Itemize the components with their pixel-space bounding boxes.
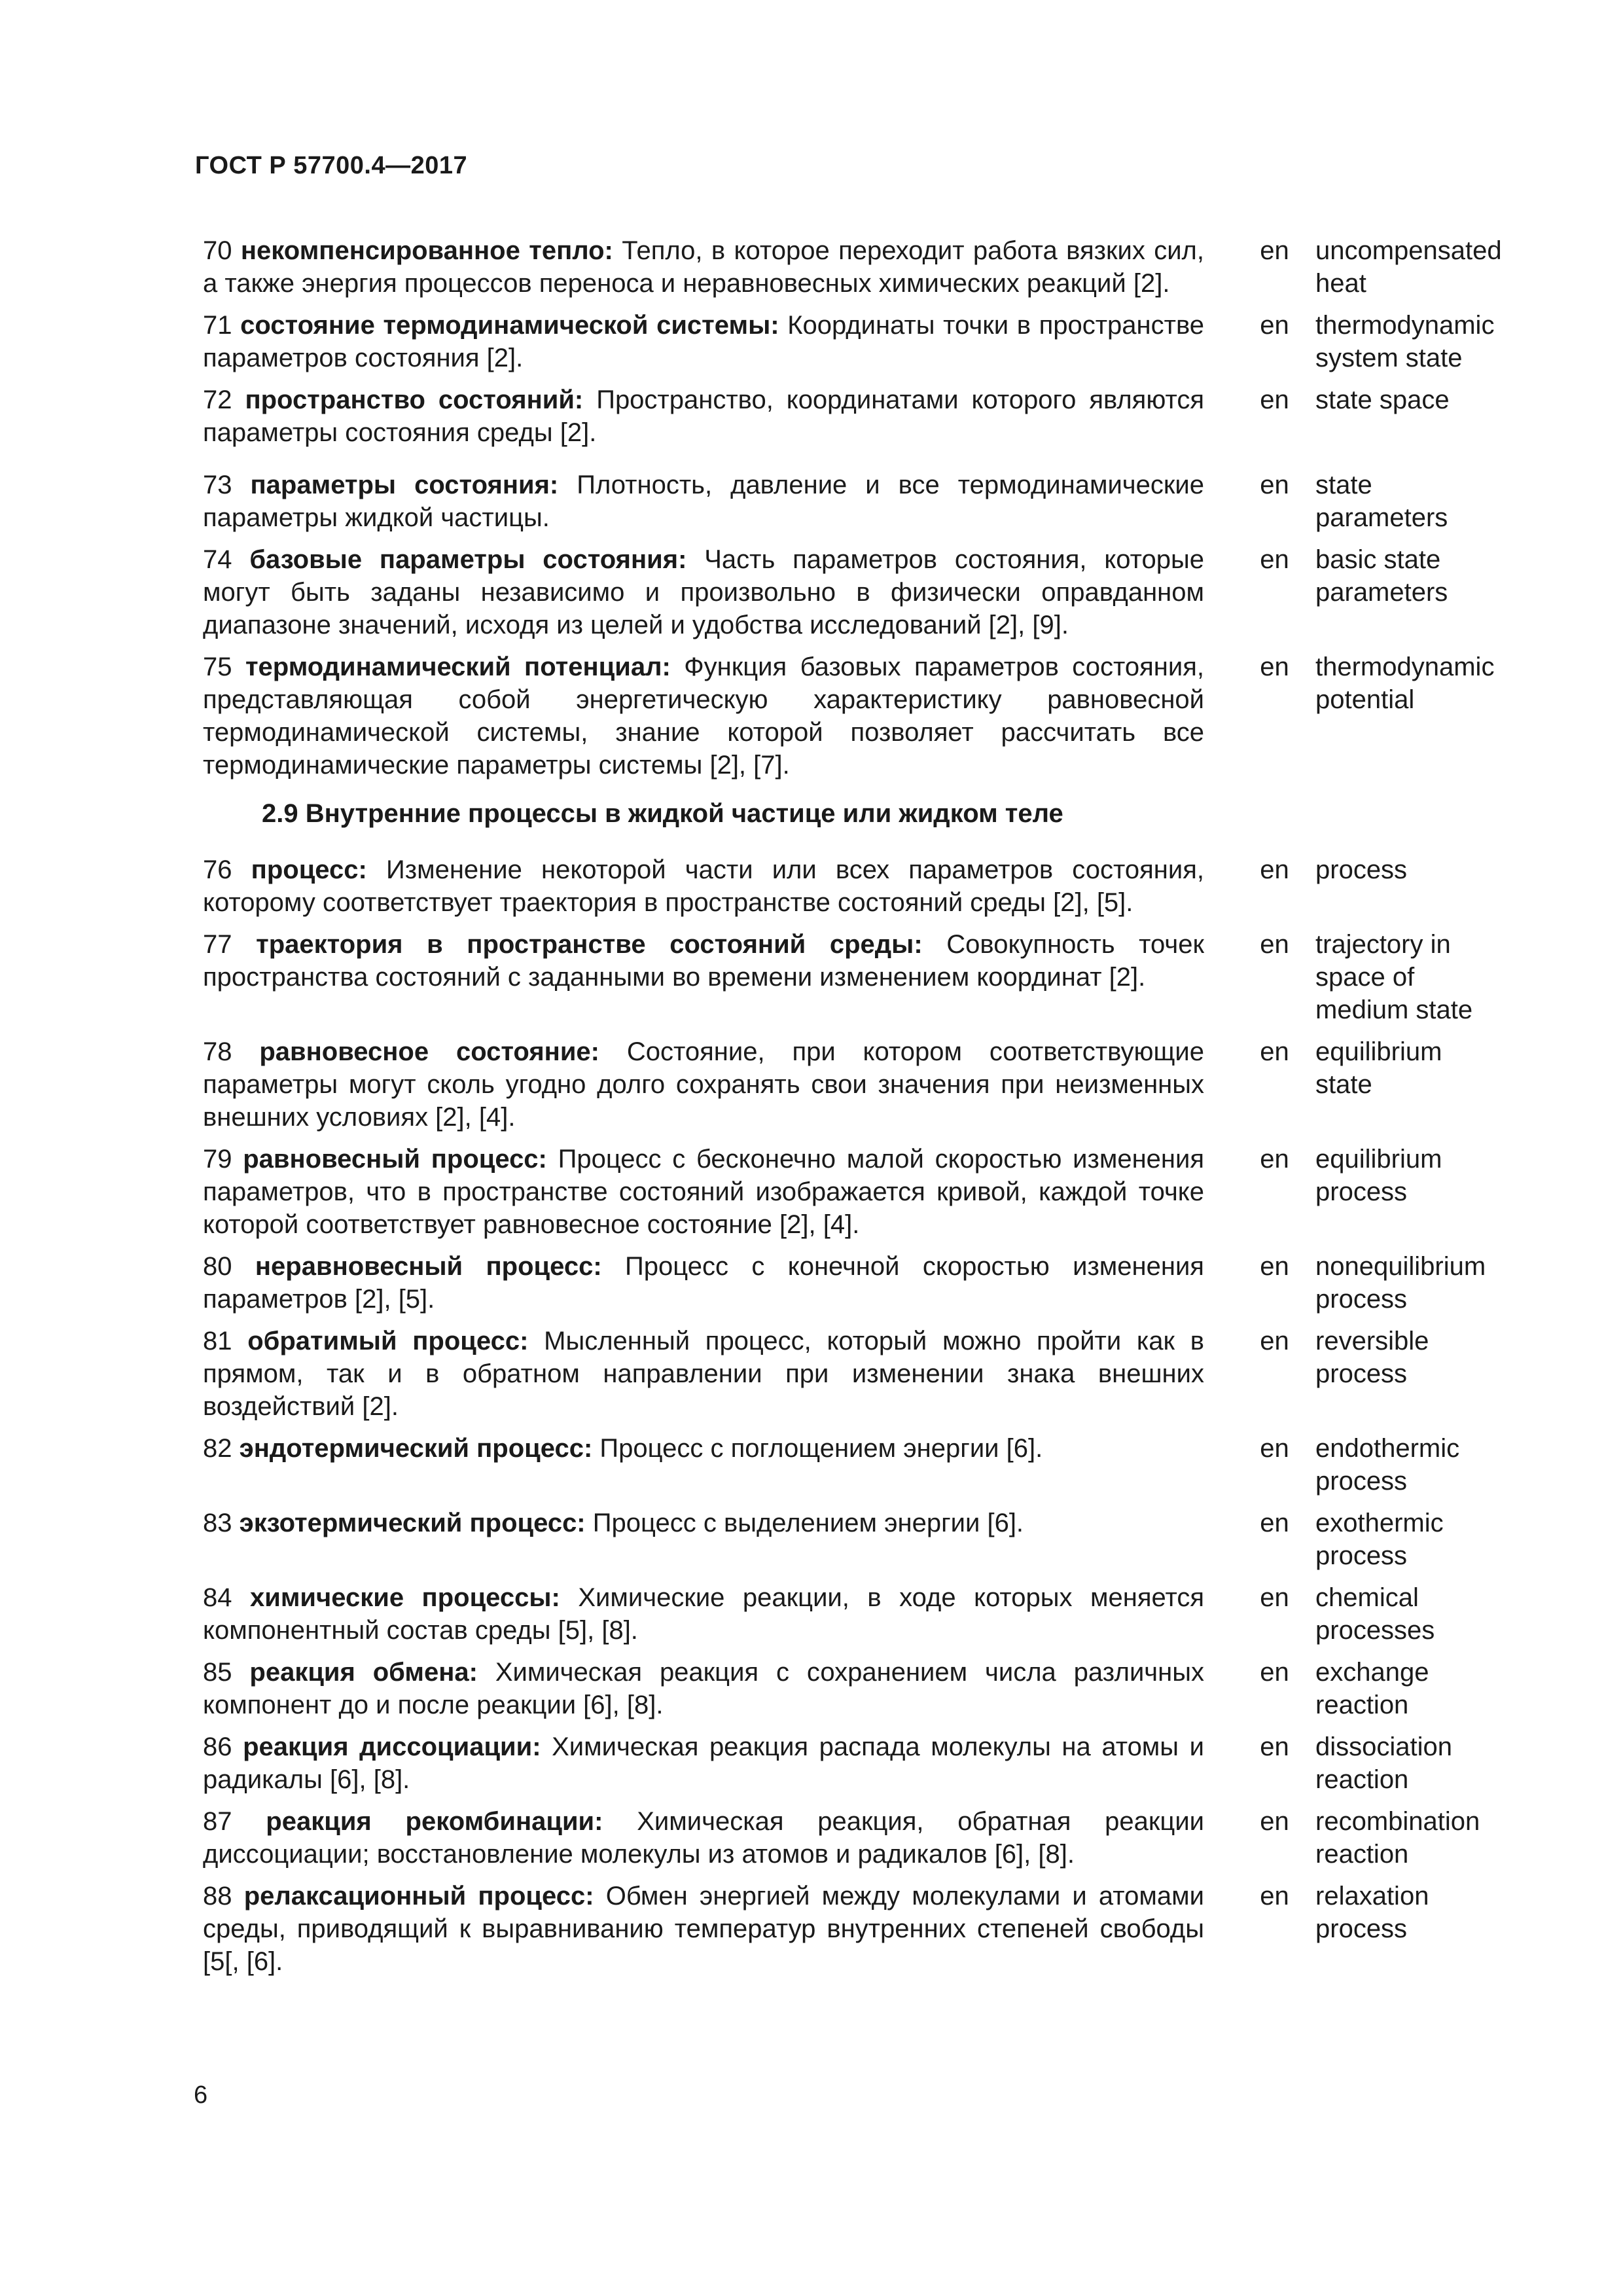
entry-lang: en [1260,930,1289,959]
entry-en-term: chemical processes [1315,1583,1435,1645]
term-entry-85 [203,1656,1512,1721]
entry-text [203,1035,1204,1134]
entry-text [203,543,1204,641]
entry-term: равновесное состояние: [259,1037,599,1066]
entry-text [203,1143,1204,1241]
entry-definition: Состояние, при котором соответствующие параметры могут сколь угодно долго сохранять свои значения при неизменных внешних условиях [2], [4]. [203,1037,1204,1132]
entry-lang: en [1260,311,1289,340]
entry-lang: en [1260,545,1289,574]
entry-number: 70 [203,236,232,265]
entry-text [203,1432,1204,1465]
entry-definition: Обмен энергией между молекулами и атомами среды, приводящий к выравниванию температур внутренних степеней свободы [5[, [6]. [203,1882,1204,1976]
entry-en-term: basic state parameters [1315,545,1448,607]
entry-lang: en [1260,1509,1289,1537]
term-entry-77 [203,928,1512,1026]
term-entry-73 [203,469,1512,534]
entry-number: 76 [203,855,232,884]
entry-en-term: state parameters [1315,471,1448,532]
entry-en-term: reversible process [1315,1327,1429,1388]
entry-number: 84 [203,1583,232,1612]
entry-number: 72 [203,386,232,414]
entry-definition: Часть параметров состояния, которые могут быть заданы независимо и произвольно в физически оправданном диапазоне значений, исходя из целей и удобства исследований [2], [9]. [203,545,1204,639]
entry-number: 81 [203,1327,232,1355]
document-header: ГОСТ Р 57700.4—2017 [195,152,468,179]
entry-en-term: process [1315,855,1408,884]
entry-en-term: recombination reaction [1315,1807,1480,1869]
entry-definition: Изменение некоторой части или всех параметров состояния, которому соответствует траектория в пространстве состояний среды [2], [5]. [203,855,1204,917]
entry-definition: Тепло, в которое переходит работа вязких сил, а также энергия процессов переноса и неравновесных химических реакций [2]. [203,236,1204,298]
entry-definition: Пространство, координатами которого являются параметры состояния среды [2]. [203,386,1204,447]
term-entry-79 [203,1143,1512,1241]
page-number: 6 [194,2081,208,2109]
entry-number: 85 [203,1658,232,1687]
term-entry-71 [203,309,1512,374]
entry-term: неравновесный процесс: [255,1252,602,1281]
term-entry-82 [203,1432,1512,1498]
entry-term: равновесный процесс: [243,1145,547,1174]
entry-term: базовые параметры состояния: [249,545,687,574]
terms-list [203,234,1512,1978]
entry-text [203,928,1204,994]
entry-term: термодинамический потенциал: [245,653,671,681]
entry-definition: Процесс с бесконечно малой скоростью изменения параметров, что в пространстве состояний изображается кривой, каждой точке которой соответствует равновесное состояние [2], [4]. [203,1145,1204,1239]
entry-text [203,1731,1204,1796]
entry-term: пространство состояний: [245,386,584,414]
entry-lang: en [1260,1327,1289,1355]
term-entry-78 [203,1035,1512,1134]
entry-number: 86 [203,1732,232,1761]
entry-term: траектория в пространстве состояний среды: [256,930,923,959]
entry-lang: en [1260,386,1289,414]
entry-en-term: thermodynamic system state [1315,311,1495,372]
entry-lang: en [1260,653,1289,681]
entry-definition: Плотность, давление и все термодинамические параметры жидкой частицы. [203,471,1204,532]
entry-en-term: thermodynamic potential [1315,653,1495,714]
entry-term: реакция диссоциации: [243,1732,541,1761]
entry-en-term: relaxation process [1315,1882,1429,1943]
entry-number: 73 [203,471,232,499]
term-entry-86 [203,1731,1512,1796]
entry-lang: en [1260,1583,1289,1612]
entry-lang: en [1260,1145,1289,1174]
entry-definition: Химическая реакция, обратная реакции диссоциации; восстановление молекулы из атомов и радикалов [6], [8]. [203,1807,1204,1869]
term-entry-72 [203,384,1512,449]
entry-definition: Процесс с выделением энергии [6]. [592,1509,1024,1537]
entry-definition: Мысленный процесс, который можно пройти как в прямом, так и в обратном направлении при изменении знака внешних воздействий [2]. [203,1327,1204,1421]
section-heading: 2.9 Внутренние процессы в жидкой частице или жидком теле [262,799,1063,828]
term-entry-87 [203,1805,1512,1871]
entry-text [203,1250,1204,1316]
entry-number: 74 [203,545,232,574]
term-entry-88 [203,1880,1512,1978]
entry-number: 71 [203,311,232,340]
term-entry-80 [203,1250,1512,1316]
entry-en-term: state space [1315,386,1450,414]
entry-number: 78 [203,1037,232,1066]
entry-en-term: uncompensated heat [1315,236,1502,298]
entry-term: химические процессы: [250,1583,560,1612]
entry-term: обратимый процесс: [247,1327,529,1355]
entry-en-term: trajectory in space of medium state [1315,930,1473,1024]
entry-lang: en [1260,471,1289,499]
entry-lang: en [1260,1252,1289,1281]
entry-term: состояние термодинамической системы: [240,311,779,340]
entry-text [203,384,1204,449]
entry-text [203,1656,1204,1721]
entry-en-term: dissociation reaction [1315,1732,1453,1794]
entry-term: реакция рекомбинации: [266,1807,603,1836]
entry-definition: Химическая реакция распада молекулы на атомы и радикалы [6], [8]. [203,1732,1204,1794]
entry-text [203,1805,1204,1871]
entry-lang: en [1260,1807,1289,1836]
entry-lang: en [1260,1658,1289,1687]
entry-text [203,1507,1204,1539]
entry-definition: Процесс с конечной скоростью изменения параметров [2], [5]. [203,1252,1204,1314]
entry-number: 83 [203,1509,232,1537]
entry-en-term: equilibrium state [1315,1037,1442,1099]
term-entry-70 [203,234,1512,300]
entry-number: 75 [203,653,232,681]
term-entry-76 [203,853,1512,919]
entry-en-term: exchange reaction [1315,1658,1429,1719]
entry-en-term: equilibrium process [1315,1145,1442,1206]
entry-en-term: nonequilibrium process [1315,1252,1486,1314]
entry-text [203,234,1204,300]
entry-definition: Совокупность точек пространства состояний с заданными во времени изменением координат [2]. [203,930,1204,992]
term-entry-74 [203,543,1512,641]
entry-text [203,1581,1204,1647]
entry-term: экзотермический процесс: [239,1509,586,1537]
entry-term: эндотермический процесс: [239,1434,593,1463]
entry-text [203,1325,1204,1423]
term-entry-84 [203,1581,1512,1647]
entry-en-term: exothermic process [1315,1509,1444,1570]
entry-term: параметры состояния: [250,471,559,499]
entry-definition: Химические реакции, в ходе которых меняется компонентный состав среды [5], [8]. [203,1583,1204,1645]
entry-lang: en [1260,236,1289,265]
entry-en-term: endothermic process [1315,1434,1460,1496]
term-entry-81 [203,1325,1512,1423]
entry-text [203,309,1204,374]
entry-lang: en [1260,855,1289,884]
entry-term: реакция обмена: [249,1658,478,1687]
entry-definition: Функция базовых параметров состояния, представляющая собой энергетическую характеристику равновесной термодинамической системы, знание которой позволяет рассчитать все термодинамические параметры системы [2], [7]. [203,653,1204,780]
term-entry-83 [203,1507,1512,1572]
entry-number: 79 [203,1145,232,1174]
entry-term: некомпенсированное тепло: [240,236,613,265]
entry-text [203,853,1204,919]
entry-number: 77 [203,930,232,959]
entry-text [203,469,1204,534]
entry-number: 88 [203,1882,232,1910]
entry-definition: Химическая реакция с сохранением числа различных компонент до и после реакции [6], [8]. [203,1658,1204,1719]
entry-definition: Координаты точки в пространстве параметров состояния [2]. [203,311,1204,372]
entry-lang: en [1260,1732,1289,1761]
entry-number: 82 [203,1434,232,1463]
entry-number: 87 [203,1807,232,1836]
entry-term: релаксационный процесс: [243,1882,594,1910]
entry-definition: Процесс с поглощением энергии [6]. [599,1434,1043,1463]
entry-text [203,1880,1204,1978]
entry-number: 80 [203,1252,232,1281]
term-entry-75 [203,651,1512,781]
entry-lang: en [1260,1037,1289,1066]
entry-term: процесс: [251,855,367,884]
entry-lang: en [1260,1434,1289,1463]
entry-lang: en [1260,1882,1289,1910]
entry-text [203,651,1204,781]
